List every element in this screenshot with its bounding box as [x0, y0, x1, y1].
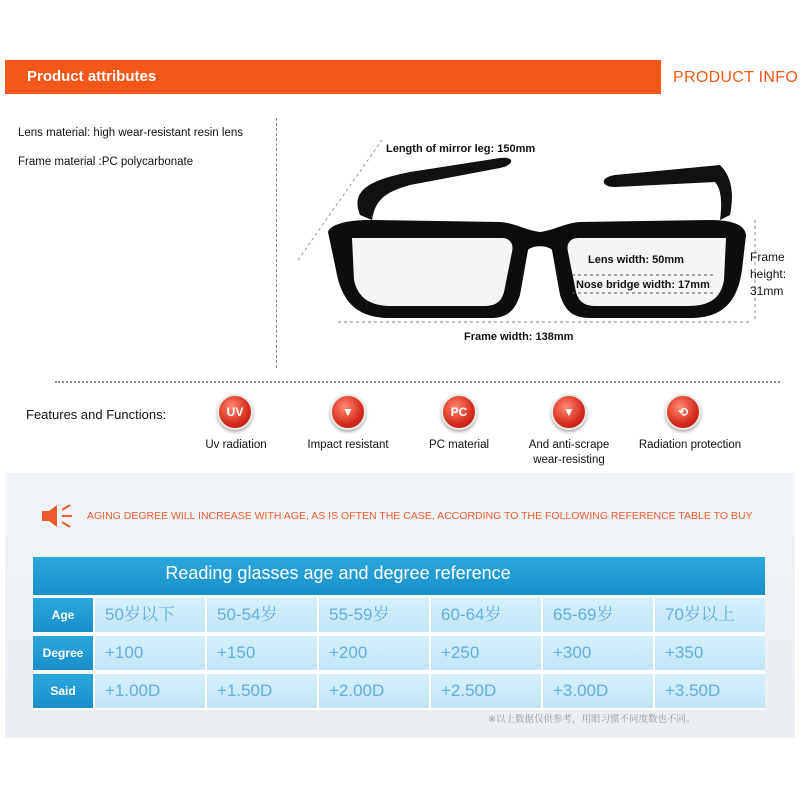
table-cell: +250 [431, 636, 541, 670]
right-lens [567, 238, 726, 306]
table-footnote: ※以上数据仅供参考，用眼习惯不同度数也不同。 [488, 714, 696, 725]
lens-material-text: Lens material: high wear-resistant resin lens [18, 127, 243, 139]
lens-width-label: Lens width: 50mm [588, 254, 684, 266]
table-cell: +2.50D [431, 674, 541, 708]
row-head-degree: Degree [33, 636, 93, 670]
table-cell: +1.50D [207, 674, 317, 708]
notice-text: AGING DEGREE WILL INCREASE WITH AGE, AS IS OFTEN THE CASE, ACCORDING TO THE FOLLOWING REFERENCE TABLE TO BUY [87, 510, 753, 522]
table-cell: +3.00D [543, 674, 653, 708]
feature-radiation-label: Radiation protection [638, 439, 742, 451]
feature-pc-label: PC material [428, 439, 490, 451]
table-cell: 50岁以下 [95, 598, 205, 632]
feature-impact-label: Impact resistant [307, 439, 389, 451]
table-cell: 55-59岁 [319, 598, 429, 632]
pc-material-icon: PC [441, 394, 477, 430]
left-temple [357, 158, 511, 220]
vertical-divider [276, 118, 277, 368]
nose-bridge-label: Nose bridge width: 17mm [576, 279, 710, 291]
header-right-label: PRODUCT INFO [673, 69, 799, 86]
header-title: Product attributes [27, 68, 157, 85]
uv-protection-icon: UV [217, 394, 253, 430]
left-lens [352, 238, 513, 306]
features-title: Features and Functions: [26, 407, 167, 422]
anti-scrape-icon: ▼ [551, 394, 587, 430]
table-cell: 70岁以上 [655, 598, 765, 632]
header-right-tab [661, 59, 799, 95]
right-temple [604, 165, 732, 220]
table-cell: 65-69岁 [543, 598, 653, 632]
feature-anti-scrape-label: And anti-scrape wear-resisting [528, 439, 610, 466]
frame-width-label: Frame width: 138mm [464, 331, 574, 343]
mirror-leg-label: Length of mirror leg: 150mm [386, 143, 536, 155]
table-cell: +150 [207, 636, 317, 670]
frame-height-label: Frame height: 31mm [750, 250, 787, 298]
table-cell: 50-54岁 [207, 598, 317, 632]
speaker-icon [40, 502, 76, 530]
table-cell: 60-64岁 [431, 598, 541, 632]
table-cell: +1.00D [95, 674, 205, 708]
radiation-protection-icon: ⟲ [665, 394, 701, 430]
row-head-said: Said [33, 674, 93, 708]
table-cell: +350 [655, 636, 765, 670]
table-cell: +300 [543, 636, 653, 670]
table-title: Reading glasses age and degree reference [165, 563, 511, 583]
table-cell: +3.50D [655, 674, 765, 708]
frame-material-text: Frame material :PC polycarbonate [18, 156, 194, 168]
table-cell: +200 [319, 636, 429, 670]
feature-uv-label: Uv radiation [205, 439, 267, 451]
section-divider [55, 381, 780, 383]
table-title-bar [33, 557, 765, 595]
table-cell: +100 [95, 636, 205, 670]
impact-resistant-icon: ▼ [330, 394, 366, 430]
row-head-age: Age [33, 598, 93, 632]
table-cell: +2.00D [319, 674, 429, 708]
